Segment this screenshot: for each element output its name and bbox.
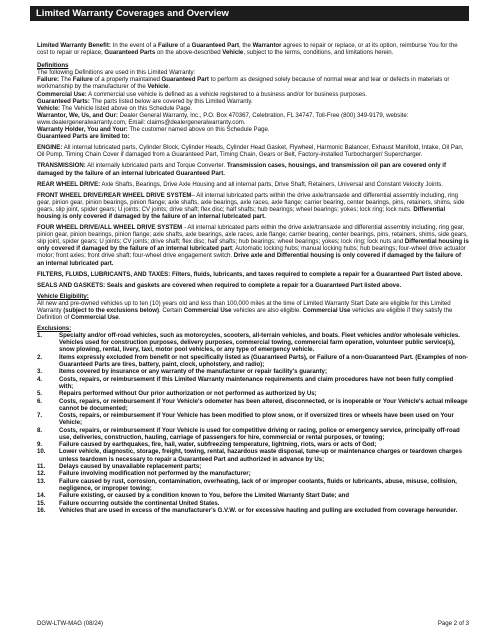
definition-text: The Vehicle listed above on this Schedule Page.	[60, 104, 193, 112]
exclusion-number: 12.	[37, 470, 46, 478]
list-item	[37, 470, 469, 477]
benefit-term: Guaranteed Part	[191, 42, 239, 49]
coverage-label: TRANSMISSION:	[37, 162, 86, 170]
benefit-text: of a	[178, 42, 192, 49]
list-item	[37, 354, 469, 368]
coverage-four-wheel-drive	[37, 224, 469, 267]
exclusion-text: Failure existing, or caused by a condition known to You, before the Limited Warranty Start Date; and	[59, 492, 350, 500]
exclusion-number: 7.	[37, 412, 43, 420]
exclusion-number: 13.	[37, 477, 46, 485]
list-item	[37, 507, 469, 514]
eligibility-span: All new and pre-owned vehicles up to ten (10) years old and less than 100,000 miles at the time of Limited Warranty Start Date are eligible for this Limited Warranty	[37, 299, 451, 314]
definitions-title: Definitions	[37, 62, 69, 70]
list-item	[37, 412, 469, 426]
coverage-text: ; Automatic locking hubs; manual locking hubs; hub bearings; four-wheel drive actuator motor; front axles; front drive shaft; four-wheel drive engagement switch.	[37, 245, 466, 260]
list-item	[37, 478, 469, 492]
definition-text: The	[59, 76, 73, 84]
exclusions-list	[37, 332, 469, 514]
exclusions-section	[37, 325, 469, 514]
benefit-text: on the above-described	[155, 49, 223, 57]
exclusion-text: Delays caused by unavailable replacement parts;	[59, 462, 202, 470]
exclusion-number: 8.	[37, 426, 43, 434]
eligibility-span: vehicles are eligible if they satisfy the Definition of	[37, 307, 453, 322]
exclusion-number: 1.	[37, 332, 43, 340]
coverage-engine	[37, 144, 469, 158]
benefit-term: Failure	[158, 42, 179, 49]
list-item	[37, 441, 469, 448]
definitions-section	[37, 62, 469, 140]
list-item	[37, 463, 469, 470]
coverage-seals-gaskets: SEALS AND GASKETS: Seals and gaskets are covered when required to complete a repair for a Guaranteed Part listed above.	[37, 281, 402, 289]
exclusion-text: Items expressly excluded from benefit or not specifically listed as (Guaranteed Parts), or Failure of a non-Guaranteed Part. (Examples of non-Guaranteed Parts are tires, battery, paint, clock, upholstery, and radio);	[59, 353, 469, 368]
list-item	[37, 332, 469, 353]
coverage-condition: Drive axle and Differential housing is only covered if damaged by the failure of an internal lubricated part.	[37, 252, 462, 267]
list-item	[37, 390, 469, 397]
benefit-term: Vehicle	[222, 49, 244, 57]
exclusion-number: 3.	[37, 368, 43, 376]
coverage-label: REAR WHEEL DRIVE:	[37, 180, 101, 188]
exclusion-number: 5.	[37, 390, 43, 398]
list-item	[37, 448, 469, 462]
exclusion-number: 6.	[37, 397, 43, 405]
exclusion-text: Items covered by insurance or any warranty of the manufacturer or repair facility's guaranty;	[59, 368, 327, 376]
definition-term: Guaranteed Part	[161, 76, 209, 84]
benefit-text: In the event of a	[110, 42, 159, 49]
exclusion-text: Vehicles that are used in excess of the manufacturer's G.V.W. or for excessive hauling and pulling are excluded from coverage hereunder.	[59, 506, 458, 514]
definition-text: The customer named above on this Schedule Page.	[127, 126, 270, 134]
coverage-transmission	[37, 162, 469, 176]
coverage-label: FRONT WHEEL DRIVE/REAR WHEEL DRIVE SYSTEM	[37, 191, 192, 199]
eligibility-term: (subject to the exclusions below)	[63, 307, 160, 314]
coverage-filters-fluids: FILTERS, FLUIDS, LUBRICANTS, AND TAXES: Filters, fluids, lubricants, and taxes required to complete a repair for a Guaranteed Part listed above.	[37, 270, 463, 278]
coverage-rear-wheel-drive	[37, 181, 469, 188]
definition-label: Warrantor, We, Us, and Our:	[37, 111, 118, 119]
coverage-text: – All internal lubricated parts within the drive axle/transaxle and differential assembly including, ring gear, pinion gear, pinion bearings, pinion flange; axle shafts, axle bearings, axle races, axle flange; carrier bearing, center bearings, pins, retainers, shims, side gears, slip joint, spider gears; U joints; CV joints; drive shaft; flex disc; half shafts; hub bearings; wheel bearings; yokes; lock ring; lock nuts.	[37, 191, 465, 213]
definition-text: The parts listed below are covered by this Limited Warranty.	[89, 97, 253, 105]
definition-label: Warranty Holder, You and Your:	[37, 126, 128, 134]
eligibility-term: Commercial Use	[183, 307, 232, 314]
definition-failure	[37, 76, 469, 90]
form-code: DGW-LTW-MAG (08/24)	[37, 620, 104, 627]
exclusion-text: Costs, repairs, or reimbursement if Your Vehicle's odometer has been altered, disconnected, or is inoperable or Your Vehicle's actual mileage cannot be documented;	[59, 397, 468, 412]
exclusion-number: 14.	[37, 492, 46, 500]
coverage-text: - All internal lubricated parts within the drive axle/transaxle and differential assembly including, ring gear, pinion gear, pinion bearings, pinion flange; axle shafts, axle bearings, axle races, axle flange; carrier bearing, center bearings, pins, retainers, shims, side gears, slip joint, spider gears; U joints; CV joints; drive shaft; flex disc; half shafts; hub bearings; wheel bearings; yokes; lock ring; lock nuts and	[37, 224, 468, 246]
eligibility-term: Commercial Use	[70, 314, 119, 322]
list-item	[37, 398, 469, 412]
definition-term: Vehicle	[147, 83, 169, 91]
benefit-text: , the	[239, 42, 253, 49]
coverage-condition: Differential housing is only covered if damaged by the failure of an internal lubricated part	[37, 238, 469, 253]
eligibility-section	[37, 293, 469, 321]
definition-text: A commercial use vehicle is defined as a vehicle registered to a business and/or for business purposes.	[86, 90, 367, 98]
exclusion-text: Repairs performed without Our prior authorization or not performed as authorized by Us;	[59, 390, 317, 398]
eligibility-title: Vehicle Eligibility:	[37, 292, 89, 300]
exclusion-text: Failure caused by earthquakes, fire, hail, water, subfreezing temperature, lightning, riots, wars or acts of God;	[59, 441, 377, 449]
coverage-front-wheel-drive	[37, 192, 469, 220]
exclusion-number: 4.	[37, 375, 43, 383]
exclusion-text: Failure involving modification not performed by the manufacturer;	[59, 470, 251, 478]
benefit-paragraph	[37, 42, 469, 56]
list-item	[37, 500, 469, 507]
eligibility-text	[37, 300, 469, 321]
document-body	[37, 42, 469, 514]
exclusion-number: 10.	[37, 448, 46, 456]
coverage-text: All internally lubricated parts and Torque Converter.	[85, 162, 227, 170]
definition-guaranteed-parts	[37, 98, 469, 105]
definition-commercial-use	[37, 91, 469, 98]
eligibility-term: Commercial Use	[302, 307, 351, 314]
coverage-condition: Differential housing is only covered if damaged by the failure of an internal lubricated part.	[37, 205, 446, 220]
definitions-intro: The following Definitions are used in this Limited Warranty:	[37, 69, 196, 77]
definition-vehicle	[37, 105, 469, 112]
exclusion-number: 9.	[37, 441, 43, 449]
definition-label: Failure:	[37, 76, 60, 84]
definition-text: Dealer General Warranty, Inc., P.O. Box 470367, Celebration, FL 34747, Toll-Free (800) 349-9179, website: www.dealergeneralwarranty.com, Email: claims@dealergeneralwarranty.com.	[37, 111, 409, 126]
benefit-term: Guaranteed Parts	[104, 49, 156, 57]
coverage-text: All internal lubricated parts, Cylinder Block, Cylinder Heads, Cylinder Head Gasket, Flywheel, Harmonic Balancer, Exhaust Manifold, Intake, Oil Pan, Oil Pump, Timing Chain Cover if damaged from a Guaranteed Part, Timing Chain, Gears or Belt, Factory-installed Turbocharger/ Supercharger.	[37, 144, 464, 159]
list-item	[37, 427, 469, 441]
page-number: Page 2 of 3	[437, 620, 469, 627]
benefit-term: Warrantor	[252, 42, 282, 49]
exclusion-text: Costs, repairs, or reimbursement if Your Vehicle has been modified to plow snow, or if oversized tires or wheels have been used on Your Vehicle;	[59, 412, 454, 427]
exclusion-number: 16.	[37, 506, 46, 514]
guaranteed-parts-limited: Guaranteed Parts are limited to:	[37, 133, 130, 141]
definition-warrantor	[37, 112, 469, 126]
coverage-text: Axle Shafts, Bearings, Drive Axle Housing and all internal parts, Drive Shaft, Retainers, Universal and Constant Velocity Joints.	[100, 180, 443, 188]
exclusion-text: Costs, repairs, or reimbursement if this Limited Warranty maintenance requirements and claim procedures have not been fully complied with;	[59, 375, 454, 390]
exclusion-text: Lower vehicle, diagnostic, storage, freight, towing, rental, hazardous waste disposal, tune-up or maintenance charges or teardown charges unless teardown is necessary to repair a Guaranteed Part and authorized in advance by Us;	[59, 448, 462, 463]
list-item	[37, 376, 469, 390]
eligibility-span: vehicles are also eligible.	[231, 307, 303, 314]
benefit-label: Limited Warranty Benefit:	[37, 42, 111, 49]
benefit-text: , subject to the terms, conditions, and limitations herein.	[243, 49, 394, 57]
coverage-label: ENGINE:	[37, 144, 63, 152]
exclusion-text: Failure occurring outside the continental United States.	[59, 499, 220, 507]
list-item	[37, 368, 469, 375]
coverage-condition: Transmission cases, housings, and transmission oil pan are covered only if damaged by the failure of an internal lubricated Guaranteed Part.	[37, 162, 446, 177]
eligibility-span: .	[118, 314, 121, 322]
definition-label: Commercial Use:	[37, 90, 87, 98]
exclusion-number: 11.	[37, 462, 46, 470]
coverage-label: FOUR WHEEL DRIVE/ALL WHEEL DRIVE SYSTEM	[37, 224, 183, 232]
definition-text: of a properly maintained	[92, 76, 162, 84]
eligibility-span: . Certain	[159, 307, 184, 314]
list-item	[37, 492, 469, 499]
exclusion-number: 15.	[37, 499, 46, 507]
section-title: Limited Warranty Coverages and Overview	[36, 8, 229, 19]
exclusion-text: Specialty and/or off-road vehicles, such as motorcycles, scooters, all-terrain vehicles, and boats. Fleet vehicles and/or wholesale vehicles. Vehicles used for construction purposes, delivery purposes, commercial towing, commercial farm operation, volunteer public service(s), snow plowing, rental, livery, taxi, motor pool vehicles, or any type of emergency vehicle.	[59, 332, 460, 354]
definition-warranty-holder	[37, 126, 469, 133]
definition-label: Guaranteed Parts:	[37, 97, 90, 105]
exclusion-number: 2.	[37, 353, 43, 361]
definition-term: Failure	[72, 76, 93, 84]
exclusions-title: Exclusions:	[37, 325, 72, 333]
definition-label: Vehicle:	[37, 104, 61, 112]
definition-text: .	[168, 83, 171, 91]
benefit-text: agrees to repair or replace, or at its option, reimburse You for the cost to repair or replace,	[37, 42, 458, 57]
section-header	[30, 6, 469, 21]
exclusion-text: Failure caused by rust, corrosion, contamination, overheating, lack of or improper coolants, fluids or lubricants, abuse, misuse, collision, negligence, or improper towing;	[59, 477, 457, 492]
page-footer	[37, 620, 469, 627]
definition-text: to perform as designed solely because of normal wear and tear or defects in materials or workmanship by the manufacturer of the	[37, 76, 450, 91]
exclusion-text: Costs, repairs, or reimbursement if Your Vehicle is used for competitive driving or racing, police or emergency service, principally off-road use, deliveries, construction, hauling, carriage of passengers for hire, commercial or rental purposes, or towing;	[59, 426, 460, 441]
